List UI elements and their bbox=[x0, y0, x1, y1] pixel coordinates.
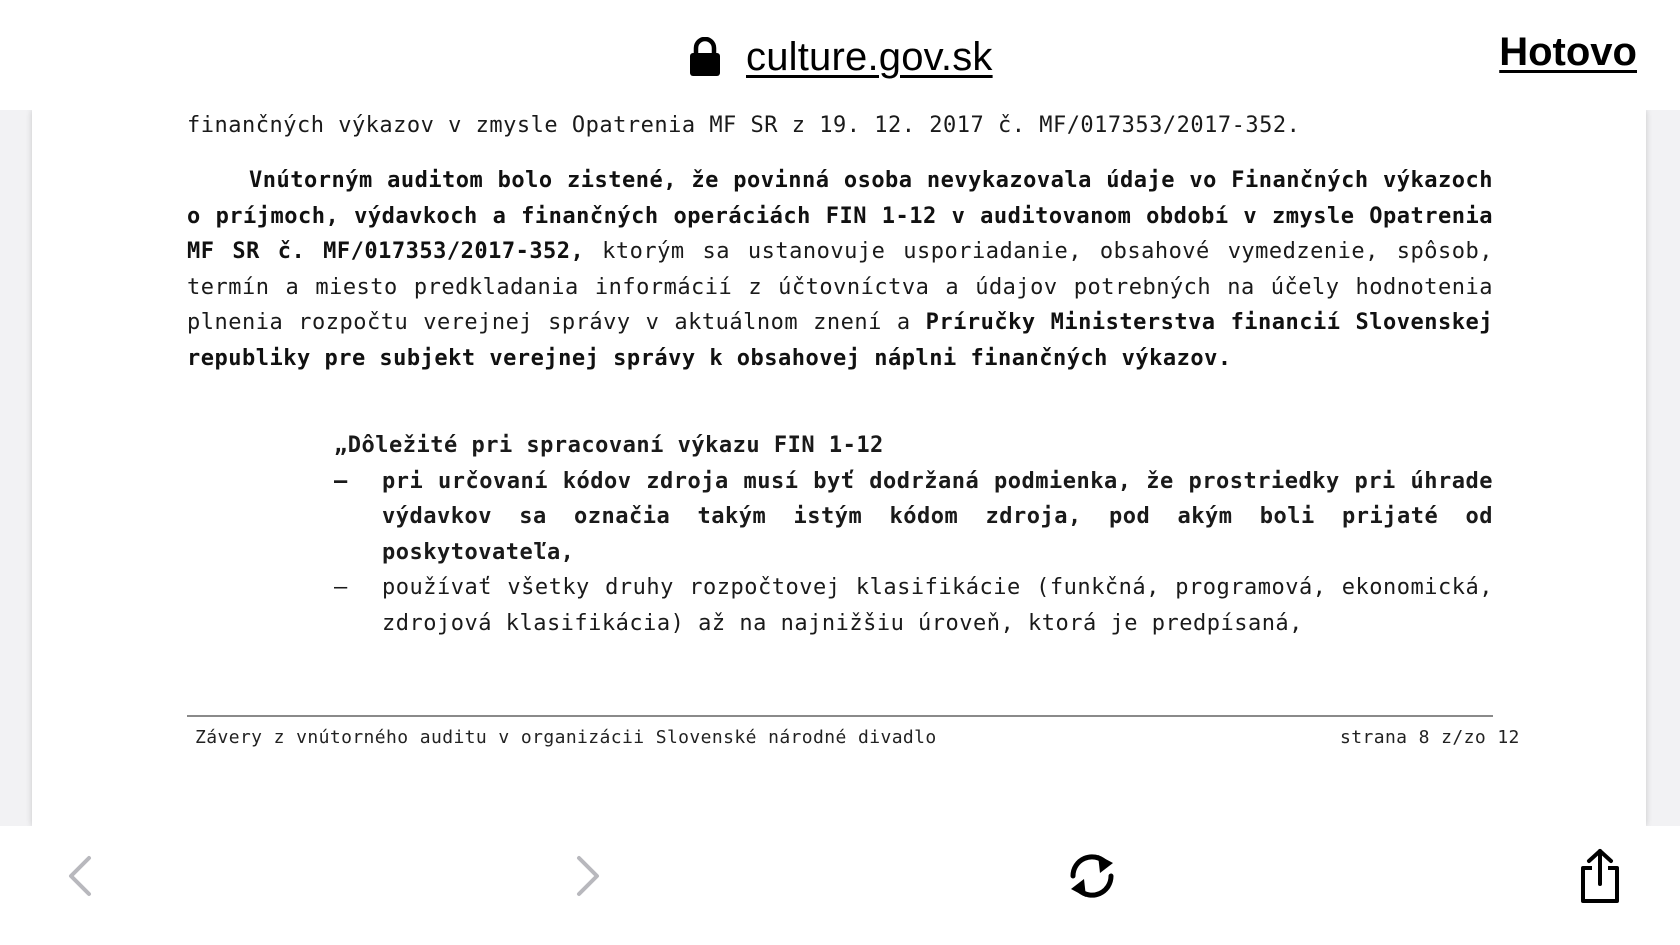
quote-item-text-2: používať všetky druhy rozpočtovej klasifikácie (funkčná, programová, ekonomická, zdrojová klasifikácia) až na najnižšiu úroveň, ktorá je predpísaná, bbox=[382, 575, 1493, 636]
chevron-left-icon bbox=[65, 854, 95, 898]
document-page bbox=[32, 110, 1646, 826]
quote-list-item bbox=[334, 464, 1493, 571]
bottom-toolbar bbox=[0, 826, 1680, 945]
dash-bullet: – bbox=[334, 468, 348, 494]
document-paragraph bbox=[187, 163, 1493, 376]
page-number: strana 8 z/zo 12 bbox=[1340, 727, 1520, 748]
paragraph-bold-text-2: Príručky Ministerstva financií Slovenskej republiky pre subjekt verejnej správy k obsahovej náplni finančných výkazov. bbox=[187, 310, 1493, 371]
document-line: finančných výkazov v zmysle Opatrenia MF SR z 19. 12. 2017 č. MF/017353/2017-352. bbox=[187, 113, 1301, 138]
done-button[interactable]: Hotovo bbox=[1499, 30, 1637, 74]
footer-divider bbox=[187, 715, 1493, 717]
document-viewer[interactable] bbox=[0, 110, 1680, 826]
back-button[interactable] bbox=[50, 846, 110, 906]
address-bar bbox=[0, 0, 1680, 110]
share-button[interactable] bbox=[1570, 846, 1630, 906]
lock-icon bbox=[688, 37, 722, 77]
quote-item-text: pri určovaní kódov zdroja musí byť dodržaná podmienka, že prostriedky pri úhrade výdavkov sa označia takým istým kódom zdroja, pod akým boli prijaté od poskytovateľa, bbox=[382, 468, 1493, 565]
url-text[interactable]: culture.gov.sk bbox=[746, 34, 993, 79]
reload-button[interactable] bbox=[1062, 846, 1122, 906]
paragraph-text: ktorým sa ustanovuje usporiadanie, obsahové vymedzenie, spôsob, termín a miesto predkladania informácií z účtovníctva a údajov potrebných na účely hodnotenia plnenia rozpočtu verejnej správy v aktuálnom znení a bbox=[187, 239, 1493, 335]
forward-button[interactable] bbox=[558, 846, 618, 906]
chevron-right-icon bbox=[573, 854, 603, 898]
share-icon bbox=[1577, 848, 1623, 904]
url-display[interactable] bbox=[688, 32, 993, 82]
footer-title: Závery z vnútorného auditu v organizácii Slovenské národné divadlo bbox=[195, 727, 937, 748]
quote-title: „Dôležité pri spracovaní výkazu FIN 1-12 bbox=[334, 433, 884, 458]
quote-list-item-2 bbox=[334, 570, 1493, 641]
reload-icon bbox=[1065, 851, 1119, 901]
quote-block bbox=[334, 428, 1493, 641]
dash-bullet-2: – bbox=[334, 575, 348, 600]
paragraph-bold-text: Vnútorným auditom bolo zistené, že povinná osoba nevykazovala údaje vo Finančných výkazoch o príjmoch, výdavkoch a finančných operáciách FIN 1-12 v auditovanom období v zmysle Opatrenia MF SR č. MF/017353/2017-352, bbox=[187, 168, 1493, 264]
